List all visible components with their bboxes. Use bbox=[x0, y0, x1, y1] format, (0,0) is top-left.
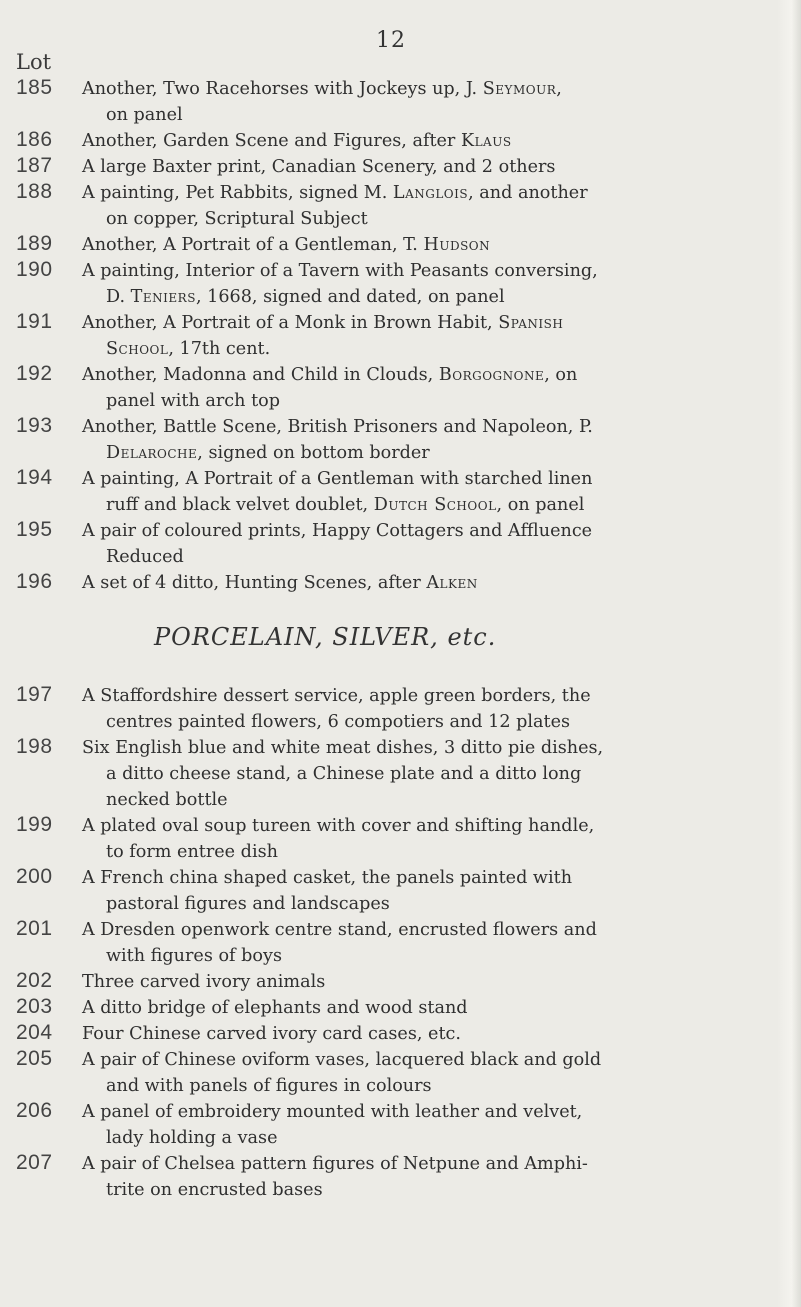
lot-description: A Staffordshire dessert service, apple green borders, the centres painted flowers, 6 compotiers and 12 plates bbox=[82, 686, 591, 732]
lot-number: 198 bbox=[16, 735, 53, 758]
lot-description: A set of 4 ditto, Hunting Scenes, after Alken bbox=[82, 573, 478, 593]
lot-number: 200 bbox=[16, 865, 53, 888]
lot-number: 205 bbox=[16, 1047, 53, 1070]
lot-number: 204 bbox=[16, 1021, 53, 1044]
lot-column-header: Lot bbox=[16, 50, 52, 74]
lot-number: 206 bbox=[16, 1099, 53, 1122]
page-number: 12 bbox=[376, 28, 406, 53]
lot-number: 191 bbox=[16, 310, 53, 333]
lot-description: A panel of embroidery mounted with leather and velvet, lady holding a vase bbox=[82, 1102, 583, 1148]
lot-number: 193 bbox=[16, 414, 53, 437]
lot-number: 196 bbox=[16, 570, 53, 593]
lot-description: A painting, A Portrait of a Gentleman with starched linen ruff and black velvet doublet, Dutch School, on panel bbox=[82, 469, 593, 515]
lot-description: A painting, Interior of a Tavern with Peasants conversing, D. Teniers, 1668, signed and dated, on panel bbox=[82, 261, 598, 307]
lot-description: Six English blue and white meat dishes, 3 ditto pie dishes, a ditto cheese stand, a Chinese plate and a ditto long necked bottle bbox=[82, 738, 604, 810]
lot-description: A painting, Pet Rabbits, signed M. Langlois, and another on copper, Scriptural Subject bbox=[82, 183, 588, 229]
section-heading: PORCELAIN, SILVER, etc. bbox=[154, 623, 497, 651]
lot-description: A large Baxter print, Canadian Scenery, and 2 others bbox=[82, 157, 556, 177]
lot-description: A pair of Chinese oviform vases, lacquered black and gold and with panels of figures in colours bbox=[82, 1050, 602, 1096]
lot-number: 188 bbox=[16, 180, 53, 203]
lot-number: 202 bbox=[16, 969, 53, 992]
lot-description: A pair of coloured prints, Happy Cottagers and Affluence Reduced bbox=[82, 521, 593, 567]
lot-number: 185 bbox=[16, 76, 53, 99]
lot-description: A plated oval soup tureen with cover and shifting handle, to form entree dish bbox=[82, 816, 595, 862]
lot-description: A Dresden openwork centre stand, encrusted flowers and with figures of boys bbox=[82, 920, 597, 966]
lot-number: 197 bbox=[16, 683, 53, 706]
lot-description: Four Chinese carved ivory card cases, etc. bbox=[82, 1024, 461, 1044]
lot-number: 207 bbox=[16, 1151, 53, 1174]
lot-description: Three carved ivory animals bbox=[82, 972, 326, 992]
lot-number: 186 bbox=[16, 128, 53, 151]
lot-description: Another, A Portrait of a Gentleman, T. Hudson bbox=[82, 235, 491, 255]
lot-description: A ditto bridge of elephants and wood stand bbox=[82, 998, 468, 1018]
lot-number: 199 bbox=[16, 813, 53, 836]
lot-description: Another, Madonna and Child in Clouds, Borgognone, on panel with arch top bbox=[82, 365, 578, 411]
lot-number: 201 bbox=[16, 917, 53, 940]
lot-number: 194 bbox=[16, 466, 53, 489]
lot-number: 190 bbox=[16, 258, 53, 281]
lot-description: Another, Garden Scene and Figures, after Klaus bbox=[82, 131, 512, 151]
lot-description: A French china shaped casket, the panels painted with pastoral figures and landscapes bbox=[82, 868, 573, 914]
lot-description: Another, Two Racehorses with Jockeys up, J. Seymour, on panel bbox=[82, 79, 562, 125]
lot-number: 203 bbox=[16, 995, 53, 1018]
lot-number: 187 bbox=[16, 154, 53, 177]
lot-description: Another, A Portrait of a Monk in Brown Habit, Spanish School, 17th cent. bbox=[82, 313, 564, 359]
lot-number: 195 bbox=[16, 518, 53, 541]
lot-number: 192 bbox=[16, 362, 53, 385]
lot-description: Another, Battle Scene, British Prisoners and Napoleon, P. Delaroche, signed on bottom border bbox=[82, 417, 593, 463]
lot-number: 189 bbox=[16, 232, 53, 255]
lot-description: A pair of Chelsea pattern figures of Netpune and Amphi- trite on encrusted bases bbox=[82, 1154, 588, 1200]
